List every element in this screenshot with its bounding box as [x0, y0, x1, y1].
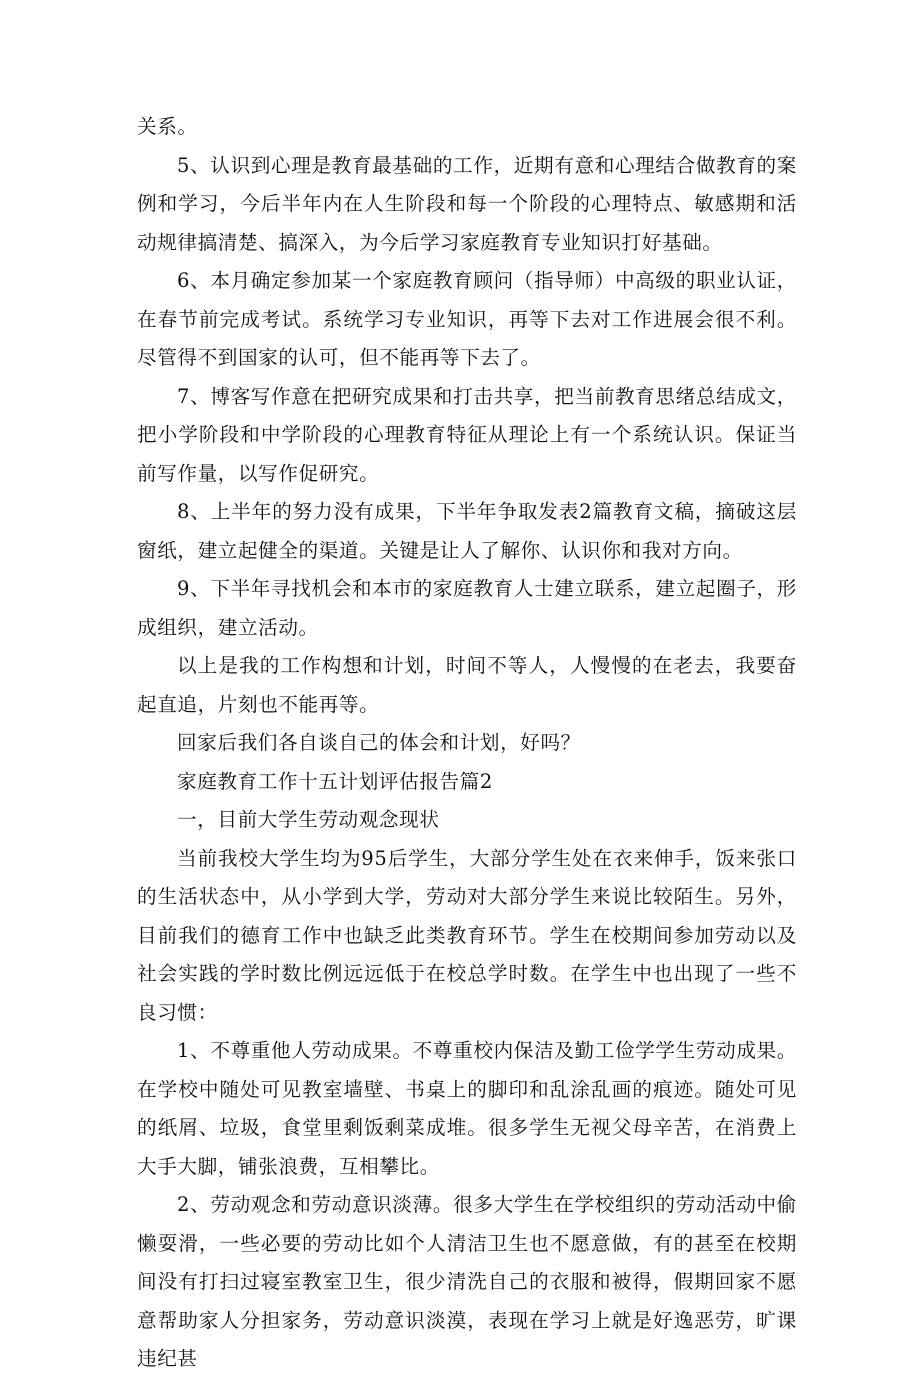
paragraph: 回家后我们各自谈自己的体会和计划，好吗？ [177, 731, 581, 754]
paragraph: 当前我校大学生均为95后学生，大部分学生处在衣来伸手，饭来张口的生活状态中，从小学到大学，劳动对大部分学生来说比较陌生。另外，目前我们的德育工作中也缺乏此类教育环节。学生在校期间参加劳动以及社会实践的学时数比例远远低于在校总学时数。在学生中也出现了一些不良习惯： [137, 846, 797, 1024]
document-page [137, 108, 797, 1379]
paragraph: 2、劳动观念和劳动意识淡薄。很多大学生在学校组织的劳动活动中偷懒耍滑，一些必要的劳动比如个人清洁卫生也不愿意做，有的甚至在校期间没有打扫过寝室教室卫生，很少清洗自己的衣服和被得，假期回家不愿意帮助家人分担家务，劳动意识淡漠，表现在学习上就是好逸恶劳，旷课违纪甚 [137, 1193, 797, 1370]
paragraph: 6、本月确定参加某一个家庭教育顾问（指导师）中高级的职业认证，在春节前完成考试。系统学习专业知识，再等下去对工作进展会很不利。尽管得不到国家的认可，但不能再等下去了。 [137, 269, 797, 369]
paragraph: 5、认识到心理是教育最基础的工作，近期有意和心理结合做教育的案例和学习，今后半年内在人生阶段和每一个阶段的心理特点、敏感期和活动规律搞清楚、搞深入，为今后学习家庭教育专业知识打好基础。 [137, 153, 797, 254]
paragraph: 8、上半年的努力没有成果，下半年争取发表2篇教育文稿，摘破这层窗纸，建立起健全的渠道。关键是让人了解你、认识你和我对方向。 [137, 500, 797, 562]
paragraph: 9、下半年寻找机会和本市的家庭教育人士建立联系，建立起圈子，形成组织，建立活动。 [137, 577, 797, 639]
section-heading: 家庭教育工作十五计划评估报告篇2 [177, 769, 493, 793]
paragraph: 关系。 [137, 115, 198, 138]
subsection-heading: 一，目前大学生劳动观念现状 [177, 808, 440, 831]
paragraph: 1、不尊重他人劳动成果。不尊重校内保洁及勤工俭学学生劳动成果。在学校中随处可见教室墙壁、书桌上的脚印和乱涂乱画的痕迹。随处可见的纸屑、垃圾，食堂里剩饭剩菜成堆。很多学生无视父母辛苦，在消费上大手大脚，铺张浪费，互相攀比。 [137, 1039, 797, 1178]
paragraph: 7、博客写作意在把研究成果和打击共享，把当前教育思绪总结成文，把小学阶段和中学阶段的心理教育特征从理论上有一个系统认识。保证当前写作量，以写作促研究。 [137, 384, 797, 485]
paragraph: 以上是我的工作构想和计划，时间不等人，人慢慢的在老去，我要奋起直追，片刻也不能再等。 [137, 654, 797, 716]
